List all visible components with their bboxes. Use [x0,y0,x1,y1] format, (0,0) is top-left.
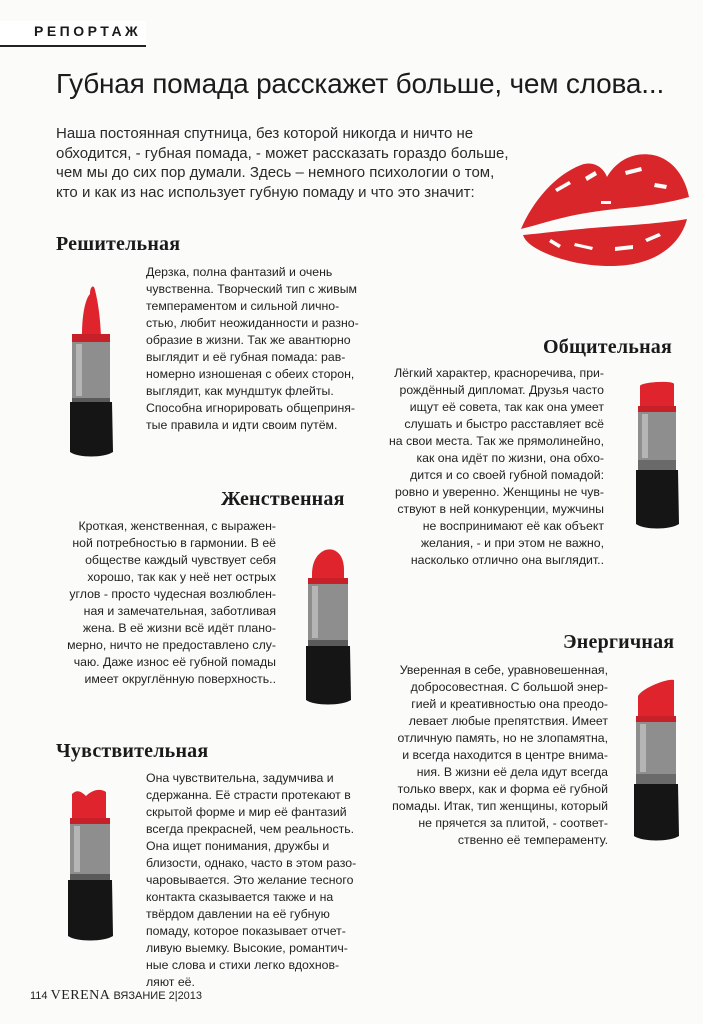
magazine-issue: ВЯЗАНИЕ 2|2013 [113,990,203,1002]
section-text-line: как она идёт по жизни, она обхо- [416,451,604,465]
section-text-sensitive [146,770,356,991]
lipstick-feminine-image [302,534,354,706]
section-text-line: отличную память, но не злопамятна, [397,731,608,745]
section-title-sociable: Общительная [543,336,673,358]
section-text-line: помаду, которое показывает отчет- [146,924,346,938]
section-text-line: только вверх, как и форма её губной [397,782,608,796]
section-text-line: скрытой форме и мир её фантазий [146,805,347,819]
section-text-line: на свои места. Так же прямолинейно, [388,434,604,448]
intro-line: кто и как из нас использует губную помаду и что это значит: [56,183,475,201]
section-text-line: чаровывается. Это желание тесного [146,873,354,887]
section-text-line: сдержанна. Её страсти протекают в [146,788,351,802]
section-text-line: имеет округлённую поверхность.. [84,672,276,686]
page-footer [30,988,202,1004]
page-number: 114 [30,990,48,1002]
lipstick-decisive-image [64,282,120,460]
section-text-line: гией и креативностью она преодо- [411,697,608,711]
section-text-line: ная и замечательная, заботливая [83,604,276,618]
section-text-line: ной потребностью в гармонии. В её [72,536,276,550]
section-text-line: желания, - и при этом не важно, [420,536,604,550]
section-text-line: жена. В её жизни всё идёт плано- [82,621,276,635]
section-title-decisive: Решительная [56,233,181,255]
section-text-line: ные слова и стихи легко вдохнов- [146,958,340,972]
section-text-line: не прячется за плитой, - соответ- [418,816,608,830]
section-text-line: Лёгкий характер, красноречива, при- [394,366,604,380]
section-text-line: образие в жизни. Так же авантюрно [146,333,351,347]
section-text-line: контакта сказывается также и на [146,890,334,904]
section-text-line: выглядит, как мундштук флейты. [146,384,334,398]
section-text-decisive [146,264,359,434]
magazine-brand: VERENA [50,988,111,1003]
section-text-sociable [350,365,604,569]
section-text-feminine [40,518,276,688]
section-text-line: обществе каждый чувствует себя [85,553,276,567]
lipstick-energetic-image [628,676,684,844]
section-text-line: ствуют в ней конкуренции, мужчины [397,502,604,516]
section-title-sensitive: Чувствительная [56,740,209,762]
intro-line: обходится, - губная помада, - может рассказать гораздо больше, [56,144,509,162]
intro-paragraph [56,124,546,202]
section-text-line: выглядит и её губная помада: рав- [146,350,346,364]
section-text-line: дится и со своей губной помадой: [410,468,604,482]
section-text-line: близости, однако, часто в этом разо- [146,856,357,870]
section-text-line: Способна игнорировать общеприня- [146,401,355,415]
section-text-line: твёрдом давлении на её губную [146,907,330,921]
section-text-line: рождённый дипломат. Друзья часто [399,383,604,397]
section-text-line: не воспринимают её как объект [422,519,604,533]
section-text-line: слушать и быстро расставляет всё [404,417,604,431]
section-text-line: стью, любит неожиданности и разно- [146,316,359,330]
section-text-line: Уверенная в себе, уравновешенная, [399,663,608,677]
section-text-line: чаю. Даже износ её губной помады [73,655,276,669]
section-text-line: Она ищет понимания, дружбы и [146,839,330,853]
rubric-label: РЕПОРТАЖ [34,23,142,39]
section-text-line: ляют её. [146,975,195,989]
page-title: Губная помада расскажет больше, чем слова... [56,68,665,99]
section-text-energetic [352,662,608,849]
section-title-feminine: Женственная [221,488,345,510]
section-text-line: насколько отлично она выглядит.. [410,553,604,567]
section-text-line: и всегда находится в центре внима- [402,748,608,762]
intro-line: чем мы до сих пор думали. Здесь – немного психологии о том, [56,164,495,181]
section-text-line: ливую выемку. Высокие, романтич- [146,941,348,955]
section-text-line: Она чувствительна, задумчива и [146,771,334,785]
section-text-line: хорошо, так как у неё нет острых [87,570,276,584]
lipstick-sociable-image [632,378,682,530]
section-text-line: ищут её совета, так как она умеет [409,400,604,414]
section-text-line: добросовестная. С большой энер- [410,680,608,694]
section-text-line: всегда прекрасней, чем реальность. [146,822,355,836]
section-text-line: Кроткая, женственная, с выражен- [78,519,276,533]
section-text-line: ственно её темпераменту. [457,833,608,847]
section-text-line: номерно изношеная с обеих сторон, [146,367,355,381]
section-text-line: ровно и уверенно. Женщины не чув- [395,485,604,499]
section-text-line: темпераментом и сильной лично- [146,299,340,313]
section-text-line: ния. В жизни её дела идут всегда [416,765,608,779]
section-text-line: тые правила и идти своим путём. [146,418,338,432]
section-text-line: мерно, ничто не предоставлено слу- [67,638,276,652]
section-text-line: левает любые препятствия. Имеет [408,714,608,728]
section-text-line: помады. Итак, тип женщины, который [392,799,608,813]
section-text-line: углов - просто чудесная возлюблен- [69,587,276,601]
section-title-energetic: Энергичная [563,631,675,653]
lip-print-image [515,143,693,271]
intro-line: Наша постоянная спутница, без которой никогда и ничто не [56,125,474,142]
section-text-line: чувственна. Творческий тип с живым [146,282,357,296]
lipstick-sensitive-image [64,786,116,942]
section-text-line: Дерзка, полна фантазий и очень [146,265,333,279]
